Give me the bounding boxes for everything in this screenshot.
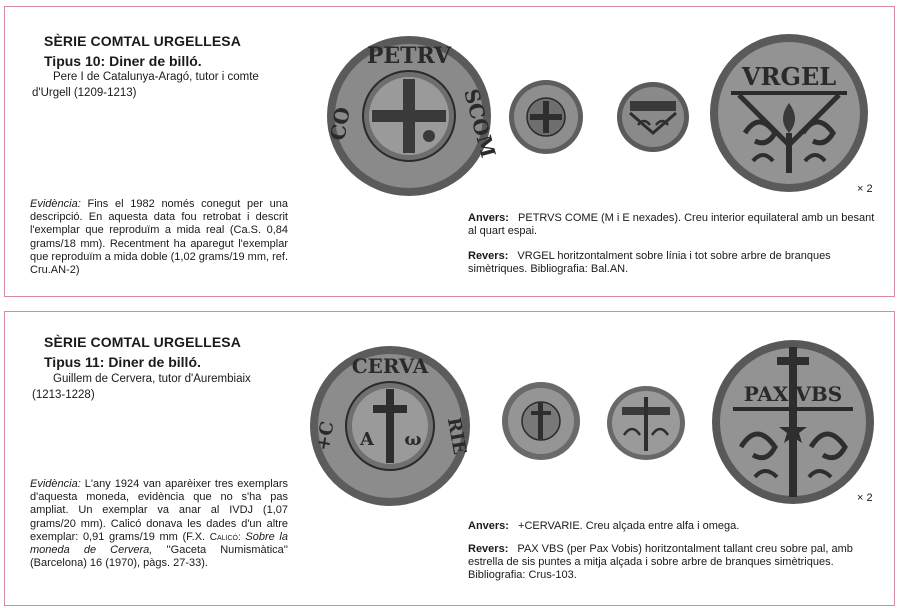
revers-description (468, 543, 880, 583)
anvers-description (468, 212, 880, 238)
svg-text:RIE: RIE (442, 415, 470, 457)
svg-text:PETRV: PETRV (366, 43, 452, 69)
coin-reverse-enlarged-image (709, 33, 869, 193)
evidence-paragraph (30, 198, 288, 277)
anvers-text: PETRVS COME (M i E nexades). Creu interior equilateral amb un besant al quart espai. (468, 212, 875, 238)
ruler-line: Guillem de Cervera, tutor d'Aurembiaix (53, 373, 251, 385)
svg-text:A: A (360, 429, 374, 450)
coin-obverse-actual-image (501, 381, 581, 461)
coin-obverse-enlarged-image (325, 33, 501, 199)
svg-text:ω: ω (404, 429, 422, 450)
evidence-text: L'any 1924 van aparèixer tres exemplars d'aquesta moneda, evidència que no s'ha pas ampliat. Un exemplar va anar al IVDJ (1,07 grams/20 mm). Calicó donava les dades d'un altre exemplar: 0,91 grams/19 mm (F.X. (30, 478, 288, 543)
scale-label: × 2 (857, 492, 873, 504)
evidence-author: Calicó: (209, 531, 241, 543)
coin-entry-card (4, 6, 895, 297)
svg-text:VRGEL: VRGEL (741, 62, 837, 91)
svg-text:+C: +C (312, 419, 339, 453)
evidence-label: Evidència: (30, 198, 81, 210)
coin-reverse-enlarged-image (711, 339, 875, 505)
series-title: SÈRIE COMTAL URGELLESA (44, 334, 241, 350)
evidence-text-continued: ''Gaceta Numismàtica'' (Barcelona) 16 (1970), pàgs. 27-33). (30, 544, 288, 570)
coin-obverse-enlarged-image (309, 345, 471, 507)
anvers-description (468, 520, 880, 533)
svg-text:PAX VBS: PAX VBS (743, 382, 843, 406)
type-title: Tipus 10: Diner de billó. (44, 53, 202, 69)
svg-text:CO: CO (325, 105, 355, 143)
revers-text: PAX VBS (per Pax Vobis) horitzontalment tallant creu sobre pal, amb estrella de sis puntes a mitja alçada i sobre arbre de branques simètriques. Bibliografia: Crus-103. (468, 543, 853, 582)
evidence-text: Fins el 1982 només conegut per una descripció. En aquesta data fou retrobat i descrit l'exemplar que reproduïm a mida real (Ca.S. 0,84 grams/18 mm). Recentment ha aparegut l'exemplar que reproduïm a mida doble (1,02 grams/19 mm, ref. Cru.AN-2) (30, 198, 289, 277)
evidence-work-title: Sobre la moneda de Cervera, (30, 530, 288, 557)
anvers-label: Anvers: (468, 520, 509, 532)
coin-entry-card (4, 311, 895, 606)
anvers-text: +CERVARIE. Creu alçada entre alfa i omega. (518, 520, 740, 532)
type-title: Tipus 11: Diner de billó. (44, 354, 201, 370)
ruler-period: d'Urgell (1209-1213) (32, 87, 137, 99)
ruler-line: Pere I de Catalunya-Aragó, tutor i comte (53, 71, 259, 83)
anvers-label: Anvers: (468, 212, 509, 224)
revers-label: Revers: (468, 250, 509, 262)
scale-label: × 2 (857, 183, 873, 195)
svg-text:CERVA: CERVA (351, 354, 429, 378)
coin-reverse-actual-image (606, 385, 686, 461)
coin-obverse-actual-image (508, 79, 584, 155)
coin-reverse-actual-image (616, 81, 690, 153)
revers-text: VRGEL horitzontalment sobre línia i tot sobre arbre de branques simètriques. Bibliografia: Bal.AN. (468, 250, 831, 276)
ruler-period: (1213-1228) (32, 389, 95, 401)
svg-text:SCOM: SCOM (459, 86, 501, 161)
evidence-paragraph (30, 478, 288, 570)
revers-label: Revers: (468, 543, 509, 555)
evidence-label: Evidència: (30, 478, 81, 490)
revers-description (468, 250, 880, 276)
series-title: SÈRIE COMTAL URGELLESA (44, 33, 241, 49)
